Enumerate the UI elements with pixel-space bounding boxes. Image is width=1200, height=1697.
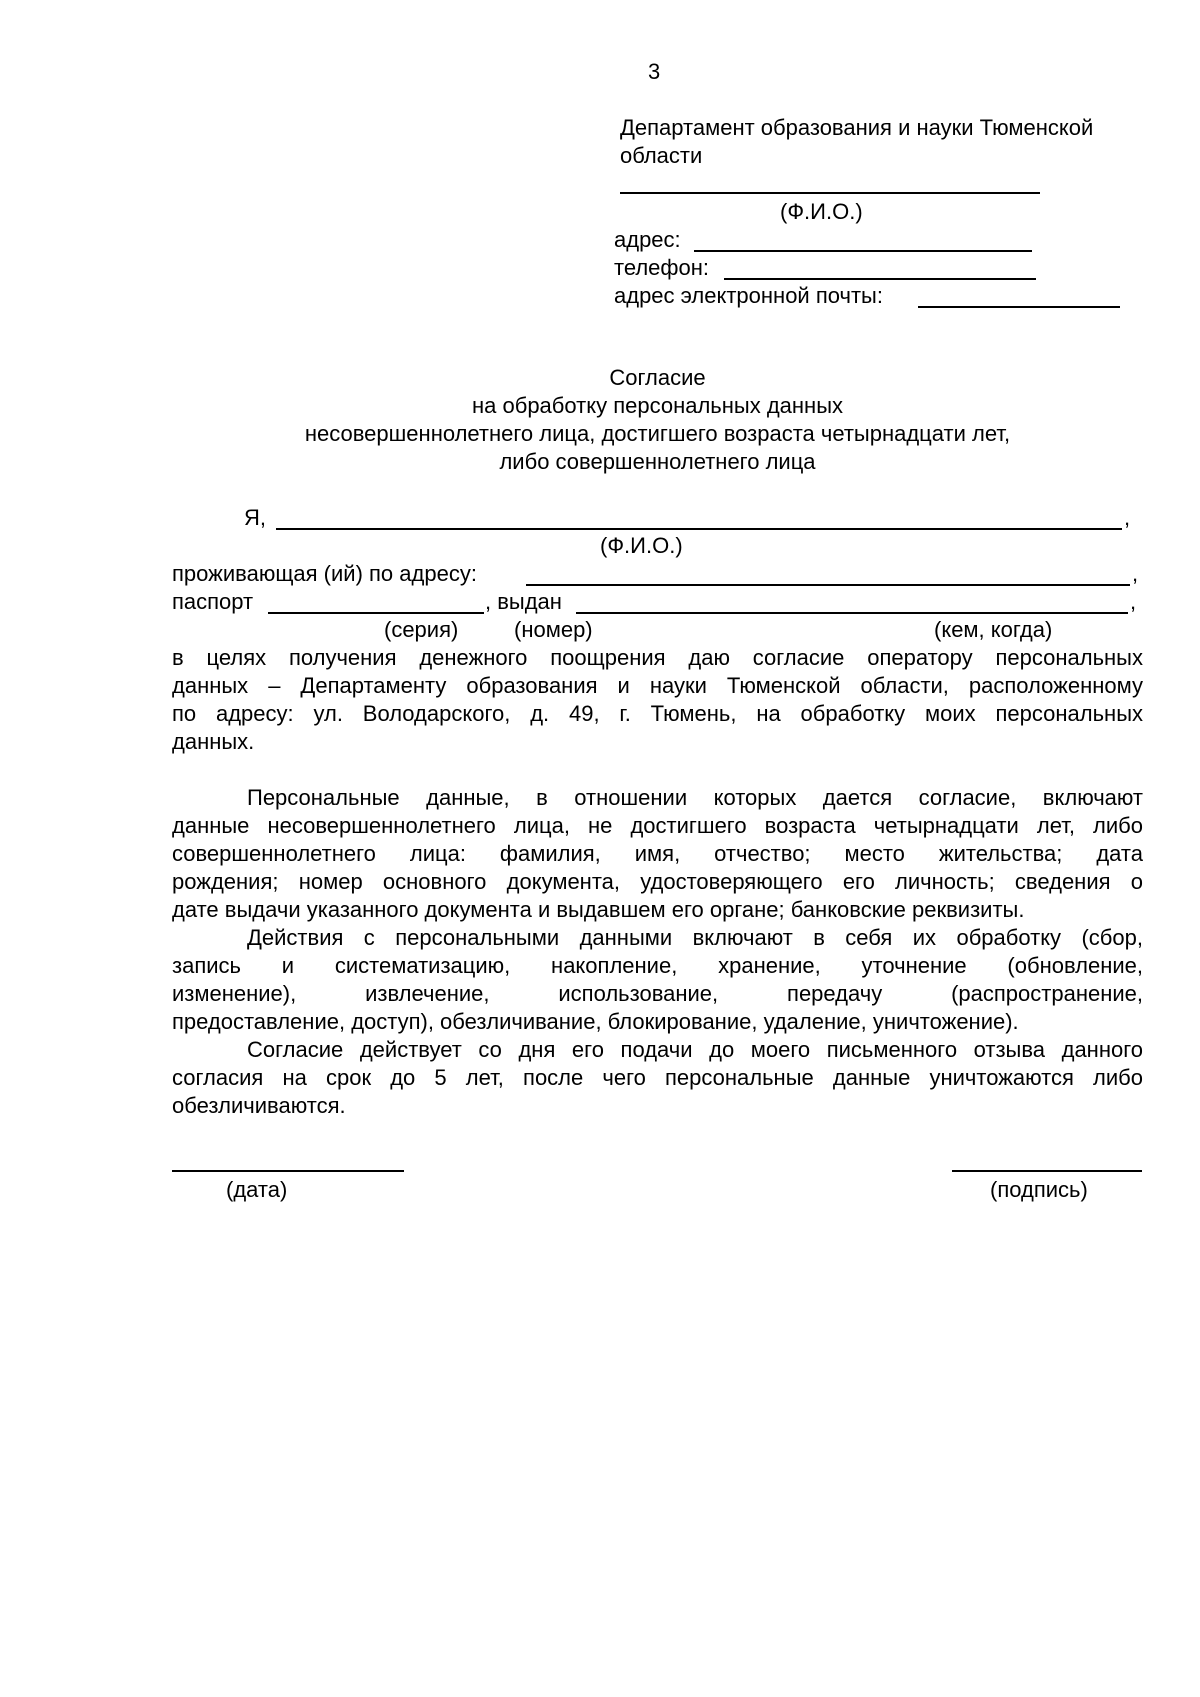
- address-blank-line: [694, 250, 1032, 252]
- residing-comma: ,: [1132, 561, 1139, 586]
- signature-blank-line: [952, 1170, 1142, 1172]
- passport-blank-line: [268, 612, 484, 614]
- paragraph-4-line: Согласие действует со дня его подачи до моего письменного отзыва данного: [247, 1037, 1143, 1062]
- issuer-caption: (кем, когда): [934, 617, 1053, 642]
- form-fio-caption: (Ф.И.О.): [600, 533, 683, 558]
- addressee-fio-caption: (Ф.И.О.): [780, 199, 863, 224]
- address-label: адрес:: [614, 227, 681, 252]
- email-blank-line: [918, 306, 1120, 308]
- paragraph-3-line: изменение), извлечение, использование, передачу (распространение,: [172, 981, 1143, 1006]
- signature-caption: (подпись): [990, 1177, 1088, 1202]
- paragraph-3-line: Действия с персональными данными включают в себя их обработку (сбор,: [247, 925, 1143, 950]
- addressee-line-1: Департамент образования и науки Тюменской: [620, 115, 1094, 140]
- paragraph-4-line: обезличиваются.: [172, 1093, 346, 1118]
- paragraph-2-line: совершеннолетнего лица: фамилия, имя, отчество; место жительства; дата: [172, 841, 1143, 866]
- issued-comma: ,: [1130, 589, 1137, 614]
- title-line-3: несовершеннолетнего лица, достигшего возраста четырнадцати лет,: [304, 421, 1011, 446]
- paragraph-3-line: предоставление, доступ), обезличивание, блокирование, удаление, уничтожение).: [172, 1009, 1019, 1034]
- fio-comma: ,: [1124, 505, 1131, 530]
- paragraph-2-line: дате выдачи указанного документа и выдавшем его органе; банковские реквизиты.: [172, 897, 1025, 922]
- passport-label: паспорт: [172, 589, 254, 614]
- date-caption: (дата): [226, 1177, 288, 1202]
- paragraph-4-line: согласия на срок до 5 лет, после чего персональные данные уничтожаются либо: [172, 1065, 1143, 1090]
- residing-blank-line: [526, 584, 1130, 586]
- paragraph-1-line: данных.: [172, 729, 255, 754]
- issued-label: , выдан: [485, 589, 562, 614]
- fio-form-line: [276, 528, 1122, 530]
- i-label: Я,: [244, 505, 266, 530]
- paragraph-2-line: рождения; номер основного документа, удостоверяющего его личность; сведения о: [172, 869, 1143, 894]
- email-label: адрес электронной почты:: [614, 283, 883, 308]
- addressee-line-2: области: [620, 143, 703, 168]
- paragraph-1-line: по адресу: ул. Володарского, д. 49, г. Тюмень, на обработку моих персональных: [172, 701, 1143, 726]
- date-blank-line: [172, 1170, 404, 1172]
- series-caption: (серия): [384, 617, 459, 642]
- paragraph-2-line: Персональные данные, в отношении которых дается согласие, включают: [247, 785, 1143, 810]
- phone-blank-line: [724, 278, 1036, 280]
- residing-label: проживающая (ий) по адресу:: [172, 561, 477, 586]
- number-caption: (номер): [514, 617, 593, 642]
- title-line-1: Согласие: [609, 365, 706, 390]
- paragraph-2-line: данные несовершеннолетнего лица, не достигшего возраста четырнадцати лет, либо: [172, 813, 1143, 838]
- page-number: 3: [648, 59, 661, 84]
- title-line-4: либо совершеннолетнего лица: [499, 449, 816, 474]
- paragraph-1-line: в целях получения денежного поощрения даю согласие оператору персональных: [172, 645, 1143, 670]
- issued-blank-line: [576, 612, 1128, 614]
- paragraph-1-line: данных – Департаменту образования и науки Тюменской области, расположенному: [172, 673, 1143, 698]
- fio-blank-line: [620, 192, 1040, 194]
- title-line-2: на обработку персональных данных: [471, 393, 844, 418]
- phone-label: телефон:: [614, 255, 710, 280]
- paragraph-3-line: запись и систематизацию, накопление, хранение, уточнение (обновление,: [172, 953, 1143, 978]
